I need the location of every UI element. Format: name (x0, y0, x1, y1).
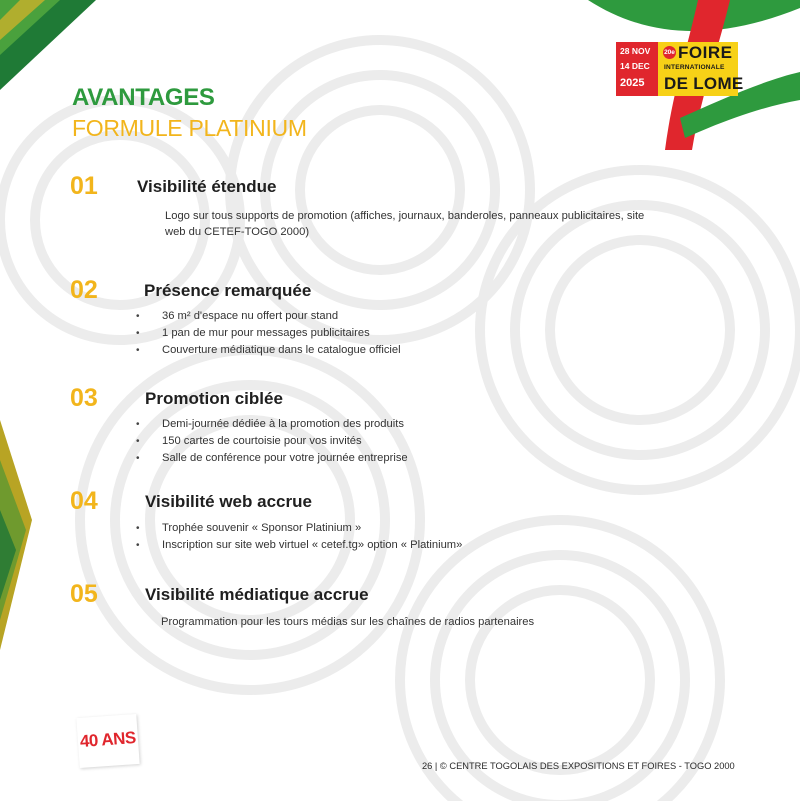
anniversary-badge (76, 714, 139, 768)
logo-year: 2025 (620, 77, 645, 89)
logo-name-block (658, 42, 744, 96)
bullet-list (136, 308, 401, 359)
description-line: Programmation pour les tours médias sur les chaînes de radios partenaires (161, 616, 535, 628)
logo-name-top: FOIRE (678, 43, 733, 62)
list-item: • 150 cartes de courtoisie pour vos invités (136, 433, 408, 450)
list-item: • 36 m² d'espace nu offert pour stand (136, 308, 401, 325)
logo-name-mid: INTERNATIONALE (664, 64, 725, 71)
bullet-list (136, 416, 408, 467)
section-number: 02 (70, 276, 98, 304)
section-description (165, 208, 644, 240)
page-subtitle: FORMULE PLATINIUM (72, 115, 307, 141)
list-item: • Trophée souvenir « Sponsor Platinium » (136, 520, 462, 537)
logo-name-bottom: DE LOME (664, 74, 744, 93)
page-footer: 26 | © CENTRE TOGOLAIS DES EXPOSITIONS ET FOIRES - TOGO 2000 (422, 761, 735, 771)
anniversary-badge-text: 40 ANS (79, 728, 137, 751)
section-number: 05 (70, 580, 98, 608)
logo-edition-badge: 20e (663, 46, 676, 59)
logo-date-end: 14 DEC (620, 61, 650, 71)
list-item: • Inscription sur site web virtuel « cetef.tg» option « Platinium» (136, 537, 462, 554)
list-item: • Salle de conférence pour votre journée entreprise (136, 450, 408, 467)
section-heading: Visibilité web accrue (145, 492, 312, 511)
list-item: • 1 pan de mur pour messages publicitaires (136, 325, 401, 342)
description-line: Logo sur tous supports de promotion (affiches, journaux, banderoles, panneaux publicitaires, site (165, 210, 645, 222)
section-description (161, 614, 534, 630)
section-heading: Visibilité étendue (137, 177, 277, 196)
logo-date-start: 28 NOV (620, 46, 651, 56)
section-heading: Visibilité médiatique accrue (145, 585, 369, 604)
section-number: 01 (70, 172, 98, 200)
page-title: AVANTAGES (72, 84, 215, 111)
logo-dates-block (616, 42, 658, 96)
foire-lome-logo (616, 42, 744, 96)
section-number: 04 (70, 487, 98, 515)
section-number: 03 (70, 384, 98, 412)
list-item: • Couverture médiatique dans le catalogue officiel (136, 342, 401, 359)
bullet-list (136, 520, 462, 554)
description-line: web du CETEF-TOGO 2000) (165, 226, 310, 238)
section-heading: Présence remarquée (144, 281, 312, 300)
list-item: • Demi-journée dédiée à la promotion des produits (136, 416, 408, 433)
section-heading: Promotion ciblée (145, 389, 283, 408)
